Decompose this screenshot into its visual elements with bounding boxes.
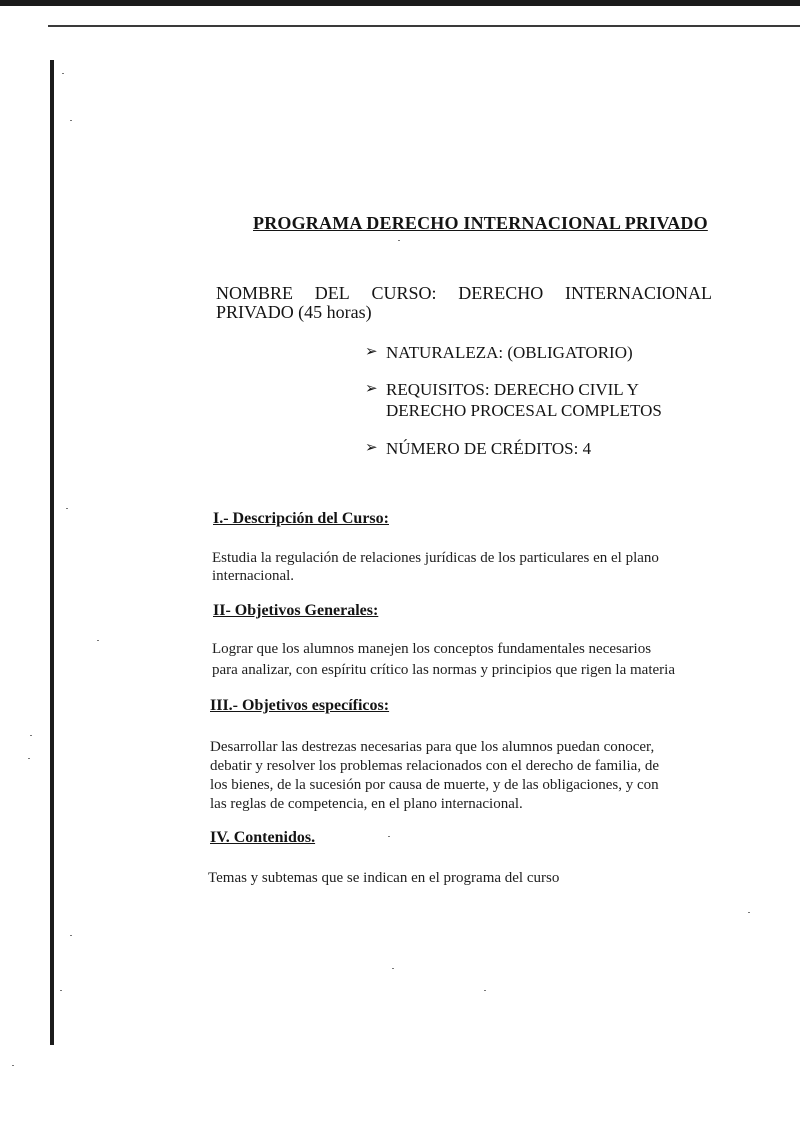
- scan-speck: [66, 508, 68, 509]
- scan-speck: [12, 1065, 14, 1066]
- section-body-line: para analizar, con espíritu crítico las normas y principios que rigen la materia: [212, 662, 675, 678]
- section-body-line: Desarrollar las destrezas necesarias para que los alumnos puedan conocer,: [210, 739, 655, 755]
- section-body-line: Lograr que los alumnos manejen los conceptos fundamentales necesarios: [212, 641, 652, 657]
- scan-speck: [484, 990, 486, 991]
- section-heading-objetivos-especificos: III.- Objetivos específicos:: [210, 697, 390, 714]
- item-text: NÚMERO DE CRÉDITOS: 4: [386, 439, 592, 458]
- scan-speck: [70, 120, 72, 121]
- scan-horizontal-rule: [48, 25, 800, 27]
- section-body-line: internacional.: [212, 568, 295, 584]
- scan-speck: [398, 240, 400, 241]
- item-text: REQUISITOS: DERECHO CIVIL Y: [386, 380, 639, 399]
- scan-speck: [60, 990, 62, 991]
- scan-speck: [748, 912, 750, 913]
- section-body-line: Estudia la regulación de relaciones jurídicas de los particulares en el plano: [212, 550, 659, 566]
- section-heading-objetivos-generales: II- Objetivos Generales:: [213, 602, 379, 619]
- section-body-line: las reglas de competencia, en el plano internacional.: [210, 796, 523, 812]
- section-body-line: los bienes, de la sucesión por causa de muerte, y de las obligaciones, y con: [210, 777, 659, 793]
- course-name: [216, 284, 712, 322]
- scan-speck: [388, 836, 390, 837]
- course-name-line-1: [216, 284, 712, 303]
- course-word: CURSO:: [371, 283, 437, 303]
- scan-speck: [28, 758, 30, 759]
- section-body-line: Temas y subtemas que se indican en el programa del curso: [208, 870, 560, 886]
- section-heading-descripcion: I.- Descripción del Curso:: [213, 510, 389, 527]
- section-body-line: debatir y resolver los problemas relacionados con el derecho de familia, de: [210, 758, 659, 774]
- scan-speck: [97, 640, 99, 641]
- course-word: NOMBRE: [216, 283, 294, 303]
- scan-speck: [30, 735, 32, 736]
- section-heading-contenidos: IV. Contenidos.: [210, 829, 316, 846]
- scan-speck: [70, 935, 72, 936]
- item-text: NATURALEZA: (OBLIGATORIO): [386, 343, 633, 362]
- item-text: DERECHO PROCESAL COMPLETOS: [386, 401, 662, 420]
- document-title: PROGRAMA DERECHO INTERNACIONAL PRIVADO: [253, 213, 708, 233]
- arrow-bullet-icon: ➢: [365, 344, 378, 360]
- course-name-line-2: PRIVADO (45 horas): [216, 302, 372, 322]
- scan-left-edge: [50, 60, 54, 1045]
- scan-top-edge: [0, 0, 800, 6]
- course-word: DERECHO: [458, 283, 544, 303]
- arrow-bullet-icon: ➢: [365, 381, 378, 397]
- scan-speck: [62, 73, 64, 74]
- arrow-bullet-icon: ➢: [365, 440, 378, 456]
- course-word: INTERNACIONAL: [564, 283, 712, 303]
- course-word: DEL: [314, 283, 350, 303]
- scan-speck: [392, 968, 394, 969]
